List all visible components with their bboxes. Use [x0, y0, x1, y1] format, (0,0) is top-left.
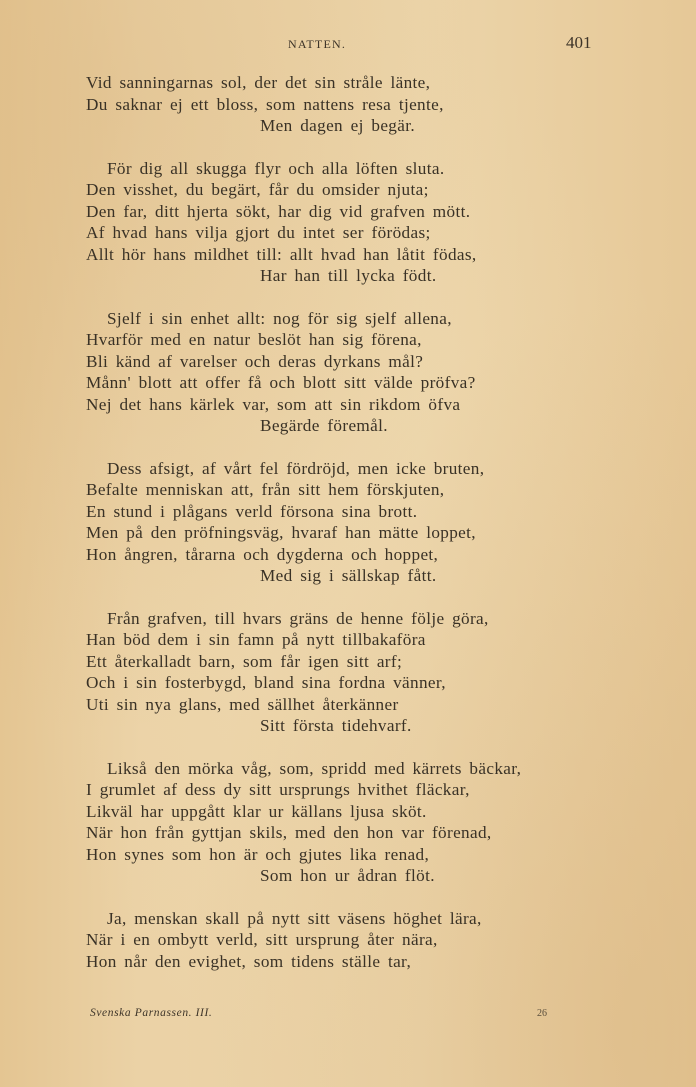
verse-line: Hon når den evighet, som tidens ställe tar, [86, 951, 412, 971]
verse-refrain-line: Har han till lycka födt. [260, 266, 437, 285]
verse-line: Men på den pröfningsväg, hvaraf han mätte loppet, [86, 523, 476, 542]
page-footer [0, 1005, 696, 1025]
verse-line: Bli känd af varelser och deras dyrkans mål? [86, 351, 424, 371]
verse-line: Uti sin nya glans, med sällhet återkänner [86, 694, 399, 714]
verse-line: Befalte menniskan att, från sitt hem förskjuten, [86, 480, 445, 499]
verse-line: Från grafven, till hvars gräns de henne följe göra, [107, 608, 489, 628]
stanza [86, 72, 646, 137]
stanza [86, 908, 646, 973]
poem-body [86, 72, 646, 993]
stanza [86, 158, 646, 287]
signature-mark: Svenska Parnassen. III. [90, 1007, 213, 1019]
stanza [86, 458, 646, 587]
verse-line: Månn' blott att offer få och blott sitt välde pröfva? [86, 373, 476, 392]
page-number: 401 [566, 33, 592, 52]
verse-line: Hon ångren, tårarna och dygderna och hoppet, [86, 544, 439, 564]
verse-line: Hvarför med en natur beslöt han sig förena, [86, 330, 422, 349]
verse-refrain-line: Med sig i sällskap fått. [260, 566, 437, 585]
verse-line: Nej det hans kärlek var, som att sin rikdom öfva [86, 394, 461, 414]
stanza [86, 758, 646, 887]
verse-line: I grumlet af dess dy sitt ursprungs hvithet fläckar, [86, 780, 470, 799]
running-title: NATTEN. [288, 37, 347, 51]
verse-line: Vid sanningarnas sol, der det sin stråle länte, [86, 73, 431, 92]
verse-line: Hon synes som hon är och gjutes lika renad, [86, 844, 430, 864]
verse-refrain-line: Begärde föremål. [260, 416, 388, 435]
verse-line: Ja, menskan skall på nytt sitt väsens höghet lära, [107, 908, 482, 928]
verse-line: Allt hör hans mildhet till: allt hvad han låtit födas, [86, 244, 477, 264]
verse-line: Dess afsigt, af vårt fel fördröjd, men icke bruten, [107, 458, 485, 478]
verse-line: Sjelf i sin enhet allt: nog för sig sjelf allena, [107, 308, 452, 328]
verse-refrain-line: Sitt första tidehvarf. [260, 716, 412, 735]
verse-line: Af hvad hans vilja gjort du intet ser förödas; [86, 223, 431, 242]
verse-refrain-line: Men dagen ej begär. [260, 116, 416, 135]
verse-line: Du saknar ej ett bloss, som nattens resa tjente, [86, 94, 444, 114]
stanza [86, 608, 646, 737]
verse-line: Och i sin fosterbygd, bland sina fordna vänner, [86, 673, 446, 692]
verse-line: Han böd dem i sin famn på nytt tillbakaföra [86, 630, 426, 649]
verse-line: Den visshet, du begärt, får du omsider njuta; [86, 180, 429, 199]
stanza [86, 308, 646, 437]
verse-line: Likså den mörka våg, som, spridd med kärrets bäckar, [107, 758, 522, 778]
verse-line: En stund i plågans verld försona sina brott. [86, 501, 418, 521]
verse-line: Den far, ditt hjerta sökt, har dig vid grafven mött. [86, 201, 471, 221]
verse-line: För dig all skugga flyr och alla löften sluta. [107, 158, 445, 178]
verse-line: Likväl har uppgått klar ur källans ljusa sköt. [86, 801, 427, 821]
verse-line: När i en ombytt verld, sitt ursprung åter nära, [86, 930, 438, 949]
running-head [0, 33, 696, 55]
verse-line: När hon från gyttjan skils, med den hon var förenad, [86, 823, 492, 842]
sheet-number: 26 [537, 1008, 547, 1019]
verse-line: Ett återkalladt barn, som får igen sitt arf; [86, 651, 403, 671]
verse-refrain-line: Som hon ur ådran flöt. [260, 866, 435, 885]
